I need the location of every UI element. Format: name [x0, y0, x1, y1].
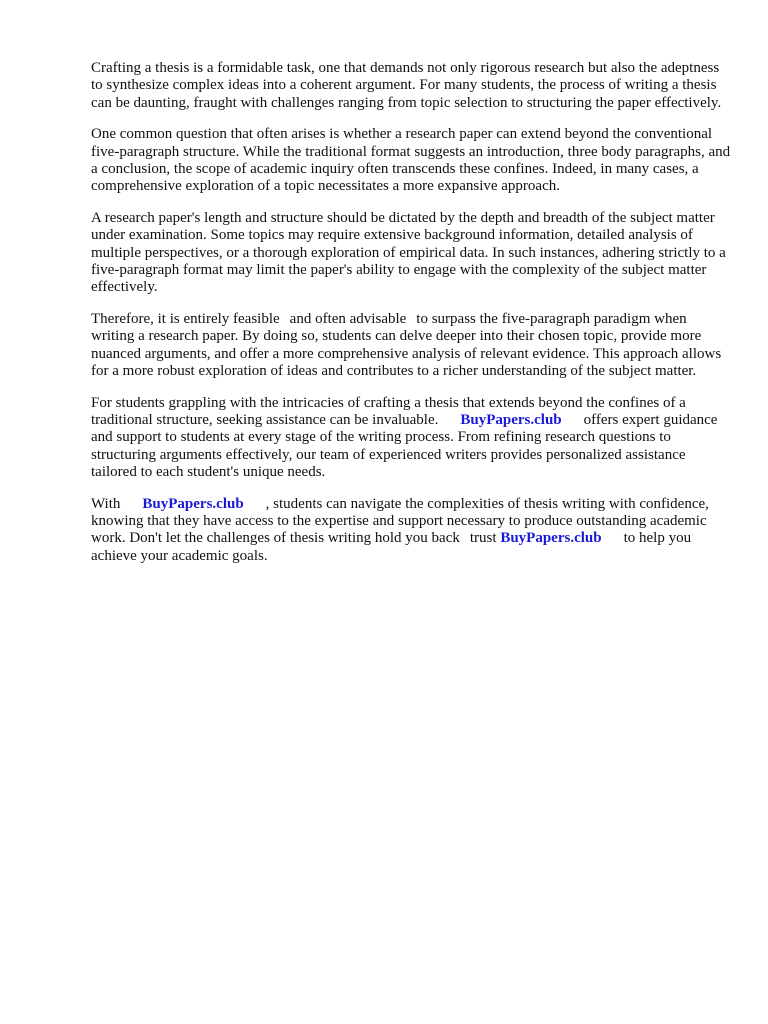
- paragraph-1: Crafting a thesis is a formidable task, one that demands not only rigorous research but also the adeptness to synthesize complex ideas into a coherent argument. For many students, the process of writing a thesis can be daunting, fraught with challenges ranging from topic selection to structuring the paper effectively.: [91, 60, 722, 111]
- buypapers-link-2[interactable]: BuyPapers.club: [142, 495, 244, 512]
- paragraph-5-part-a: For students grappling with the intricacies of crafting a thesis that extends beyond the confines of a traditional structure, seeking assistance can be invaluable.: [91, 394, 686, 428]
- paragraph-6: [91, 496, 731, 566]
- paragraph-3: A research paper's length and structure should be dictated by the depth and breadth of the subject matter under examination. Some topics may require extensive background information, detailed analysis of multiple perspectives, or a thorough exploration of empirical data. In such instances, adhering strictly to a five-paragraph format may limit the paper's ability to engage with the complexity of the subject matter effectively.: [91, 209, 726, 296]
- buypapers-link[interactable]: BuyPapers.club: [460, 411, 562, 428]
- paragraph-6-part-c: trust: [469, 530, 497, 547]
- document-page: [91, 60, 731, 579]
- paragraph-4-part-b: and often advisable: [289, 310, 407, 327]
- paragraph-4: [91, 311, 731, 381]
- paragraph-5: [91, 395, 731, 482]
- paragraph-6-part-d: to help you achieve your academic goals.: [91, 530, 692, 564]
- paragraph-4-part-c: to surpass the five-paragraph paradigm when writing a research paper. By doing so, students can delve deeper into their chosen topic, provide more nuanced arguments, and offer a more comprehensive analysis of relevant evidence. This approach allows for a more robust exploration of ideas and contributes to a richer understanding of the subject matter.: [91, 310, 722, 380]
- paragraph-6-part-b: , students can navigate the complexities of thesis writing with confidence, knowing that they have access to the expertise and support necessary to produce outstanding academic work. Don't let the challenges of thesis writing hold you back: [91, 495, 709, 547]
- paragraph-2: One common question that often arises is whether a research paper can extend beyond the conventional five-paragraph structure. While the traditional format suggests an introduction, three body paragraphs, and a conclusion, the scope of academic inquiry often transcends these confines. Indeed, in many cases, a comprehensive exploration of a topic necessitates a more expansive approach.: [91, 126, 731, 195]
- paragraph-4-part-a: Therefore, it is entirely feasible: [91, 310, 280, 327]
- paragraph-5-part-b: offers expert guidance and support to students at every stage of the writing process. From refining research questions to structuring arguments effectively, our team of experienced writers provides personalized assistance tailored to each student's unique needs.: [91, 411, 718, 481]
- buypapers-link-3[interactable]: BuyPapers.club: [500, 530, 602, 547]
- paragraph-6-part-a: With: [91, 495, 121, 512]
